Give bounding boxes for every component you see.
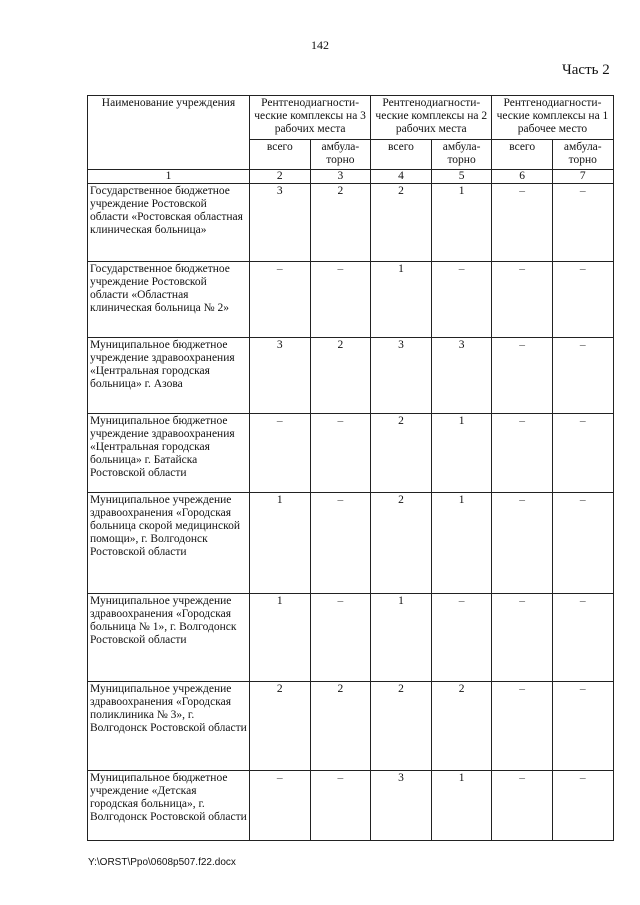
column-number: 2 — [250, 170, 311, 184]
institution-name-cell: Муниципальное бюджетное учреждение «Детская городская больница», г. Волгодонск Ростовской области — [88, 771, 250, 841]
col-group-header-1: Рентгенодиагности-ческие комплексы на 1 рабочее место — [492, 96, 613, 140]
value-cell: – — [492, 493, 553, 594]
file-path-footer: Y:\ORST\Ppo\0608p507.f22.docx — [88, 857, 236, 868]
institution-name-cell: Муниципальное учреждение здравоохранения «Городская больница скорой медицинской помощи», г. Волгодонск Ростовской области — [88, 493, 250, 594]
value-cell: – — [552, 493, 613, 594]
value-cell: 3 — [250, 338, 311, 414]
value-cell: – — [310, 414, 371, 493]
value-cell: – — [552, 338, 613, 414]
value-cell: 3 — [371, 771, 432, 841]
table-row — [88, 262, 614, 338]
value-cell: 2 — [371, 493, 432, 594]
value-cell: 1 — [250, 493, 311, 594]
value-cell: 2 — [250, 682, 311, 771]
table-body — [88, 184, 614, 841]
institutions-table — [87, 95, 614, 841]
institution-name-cell: Муниципальное учреждение здравоохранения «Городская больница № 1», г. Волгодонск Ростовской области — [88, 594, 250, 682]
subheader-outpatient: амбула-торно — [310, 140, 371, 170]
value-cell: – — [552, 682, 613, 771]
table-row — [88, 338, 614, 414]
table-row — [88, 184, 614, 262]
subheader-total: всего — [250, 140, 311, 170]
value-cell: 1 — [431, 771, 492, 841]
value-cell: – — [310, 262, 371, 338]
institution-name-cell: Муниципальное бюджетное учреждение здравоохранения «Центральная городская больница» г. Батайска Ростовской области — [88, 414, 250, 493]
subheader-total: всего — [492, 140, 553, 170]
value-cell: – — [552, 184, 613, 262]
col-header-name: Наименование учреждения — [88, 96, 250, 170]
subheader-outpatient: амбула-торно — [552, 140, 613, 170]
value-cell: 2 — [431, 682, 492, 771]
column-number: 6 — [492, 170, 553, 184]
table-row — [88, 771, 614, 841]
value-cell: – — [492, 594, 553, 682]
table-row — [88, 594, 614, 682]
value-cell: 2 — [371, 414, 432, 493]
value-cell: – — [552, 594, 613, 682]
value-cell: – — [552, 262, 613, 338]
table-row — [88, 414, 614, 493]
value-cell: 1 — [431, 493, 492, 594]
institution-name-cell: Государственное бюджетное учреждение Ростовской области «Ростовская областная клиническая больница» — [88, 184, 250, 262]
part-label: Часть 2 — [562, 62, 610, 78]
value-cell: – — [492, 184, 553, 262]
value-cell: 1 — [371, 262, 432, 338]
column-number: 5 — [431, 170, 492, 184]
value-cell: 2 — [310, 682, 371, 771]
institution-name-cell: Муниципальное бюджетное учреждение здравоохранения «Центральная городская больница» г. Азова — [88, 338, 250, 414]
value-cell: – — [552, 414, 613, 493]
table-row — [88, 493, 614, 594]
col-group-header-3: Рентгенодиагности-ческие комплексы на 3 рабочих места — [250, 96, 371, 140]
value-cell: – — [552, 771, 613, 841]
subheader-total: всего — [371, 140, 432, 170]
value-cell: 3 — [250, 184, 311, 262]
value-cell: 2 — [371, 682, 432, 771]
value-cell: – — [492, 414, 553, 493]
column-number-row — [88, 170, 614, 184]
column-number: 4 — [371, 170, 432, 184]
subheader-outpatient: амбула-торно — [431, 140, 492, 170]
value-cell: – — [431, 262, 492, 338]
value-cell: 1 — [431, 184, 492, 262]
table-row — [88, 682, 614, 771]
value-cell: – — [250, 414, 311, 493]
value-cell: 3 — [371, 338, 432, 414]
value-cell: – — [492, 771, 553, 841]
value-cell: 2 — [371, 184, 432, 262]
value-cell: – — [310, 771, 371, 841]
value-cell: 1 — [371, 594, 432, 682]
column-number: 7 — [552, 170, 613, 184]
value-cell: – — [492, 338, 553, 414]
institution-name-cell: Государственное бюджетное учреждение Ростовской области «Областная клиническая больница № 2» — [88, 262, 250, 338]
col-group-header-2: Рентгенодиагности-ческие комплексы на 2 рабочих места — [371, 96, 492, 140]
value-cell: – — [250, 771, 311, 841]
value-cell: – — [310, 594, 371, 682]
value-cell: – — [431, 594, 492, 682]
value-cell: 2 — [310, 184, 371, 262]
value-cell: 3 — [431, 338, 492, 414]
value-cell: – — [250, 262, 311, 338]
value-cell: 1 — [431, 414, 492, 493]
value-cell: – — [492, 682, 553, 771]
value-cell: 2 — [310, 338, 371, 414]
value-cell: – — [492, 262, 553, 338]
column-number: 1 — [88, 170, 250, 184]
column-number: 3 — [310, 170, 371, 184]
page-number: 142 — [311, 38, 329, 52]
institution-name-cell: Муниципальное учреждение здравоохранения «Городская поликлиника № 3», г. Волгодонск Ростовской области — [88, 682, 250, 771]
value-cell: – — [310, 493, 371, 594]
value-cell: 1 — [250, 594, 311, 682]
